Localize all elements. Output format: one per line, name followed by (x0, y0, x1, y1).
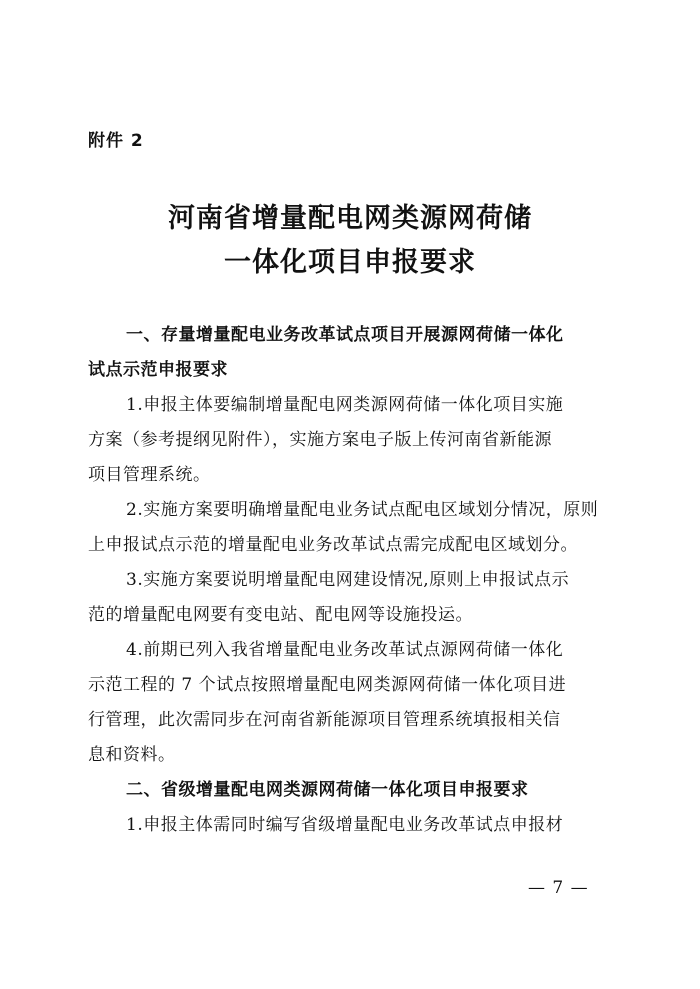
section-1-item-1-line-1: 1.申报主体要编制增量配电网类源网荷储一体化项目实施 (126, 395, 564, 415)
section-1-item-4-line-3: 行管理，此次需同步在河南省新能源项目管理系统填报相关信 (88, 710, 561, 730)
section-1-item-4-line-1: 4.前期已列入我省增量配电业务改革试点源网荷储一体化 (126, 640, 564, 660)
section-2-heading: 二、省级增量配电网类源网荷储一体化项目申报要求 (126, 780, 529, 800)
document-title-line-2: 一体化项目申报要求 (224, 247, 476, 278)
section-1-item-4-line-4: 息和资料。 (88, 745, 176, 765)
section-1-item-1-line-2: 方案（参考提纲见附件），实施方案电子版上传河南省新能源 (88, 430, 552, 450)
section-1-item-3-line-1: 3.实施方案要说明增量配电网建设情况,原则上申报试点示 (126, 570, 570, 590)
section-1-item-1-line-3: 项目管理系统。 (88, 465, 211, 485)
section-1-item-2-line-1: 2.实施方案要明确增量配电业务试点配电区域划分情况，原则 (126, 500, 599, 520)
section-1-heading-line-2: 试点示范申报要求 (88, 360, 228, 380)
section-1-item-3-line-2: 范的增量配电网要有变电站、配电网等设施投运。 (88, 605, 473, 625)
document-title-line-1: 河南省增量配电网类源网荷储 (168, 203, 532, 234)
page-number: — 7 — (528, 878, 589, 898)
section-2-item-1-line-1: 1.申报主体需同时编写省级增量配电业务改革试点申报材 (126, 815, 564, 835)
attachment-label: 附件 2 (88, 131, 144, 151)
section-1-item-2-line-2: 上申报试点示范的增量配电业务改革试点需完成配电区域划分。 (88, 535, 578, 555)
section-1-heading-line-1: 一、存量增量配电业务改革试点项目开展源网荷储一体化 (126, 325, 564, 345)
section-1-item-4-line-2: 示范工程的 7 个试点按照增量配电网类源网荷储一体化项目进 (88, 675, 567, 695)
